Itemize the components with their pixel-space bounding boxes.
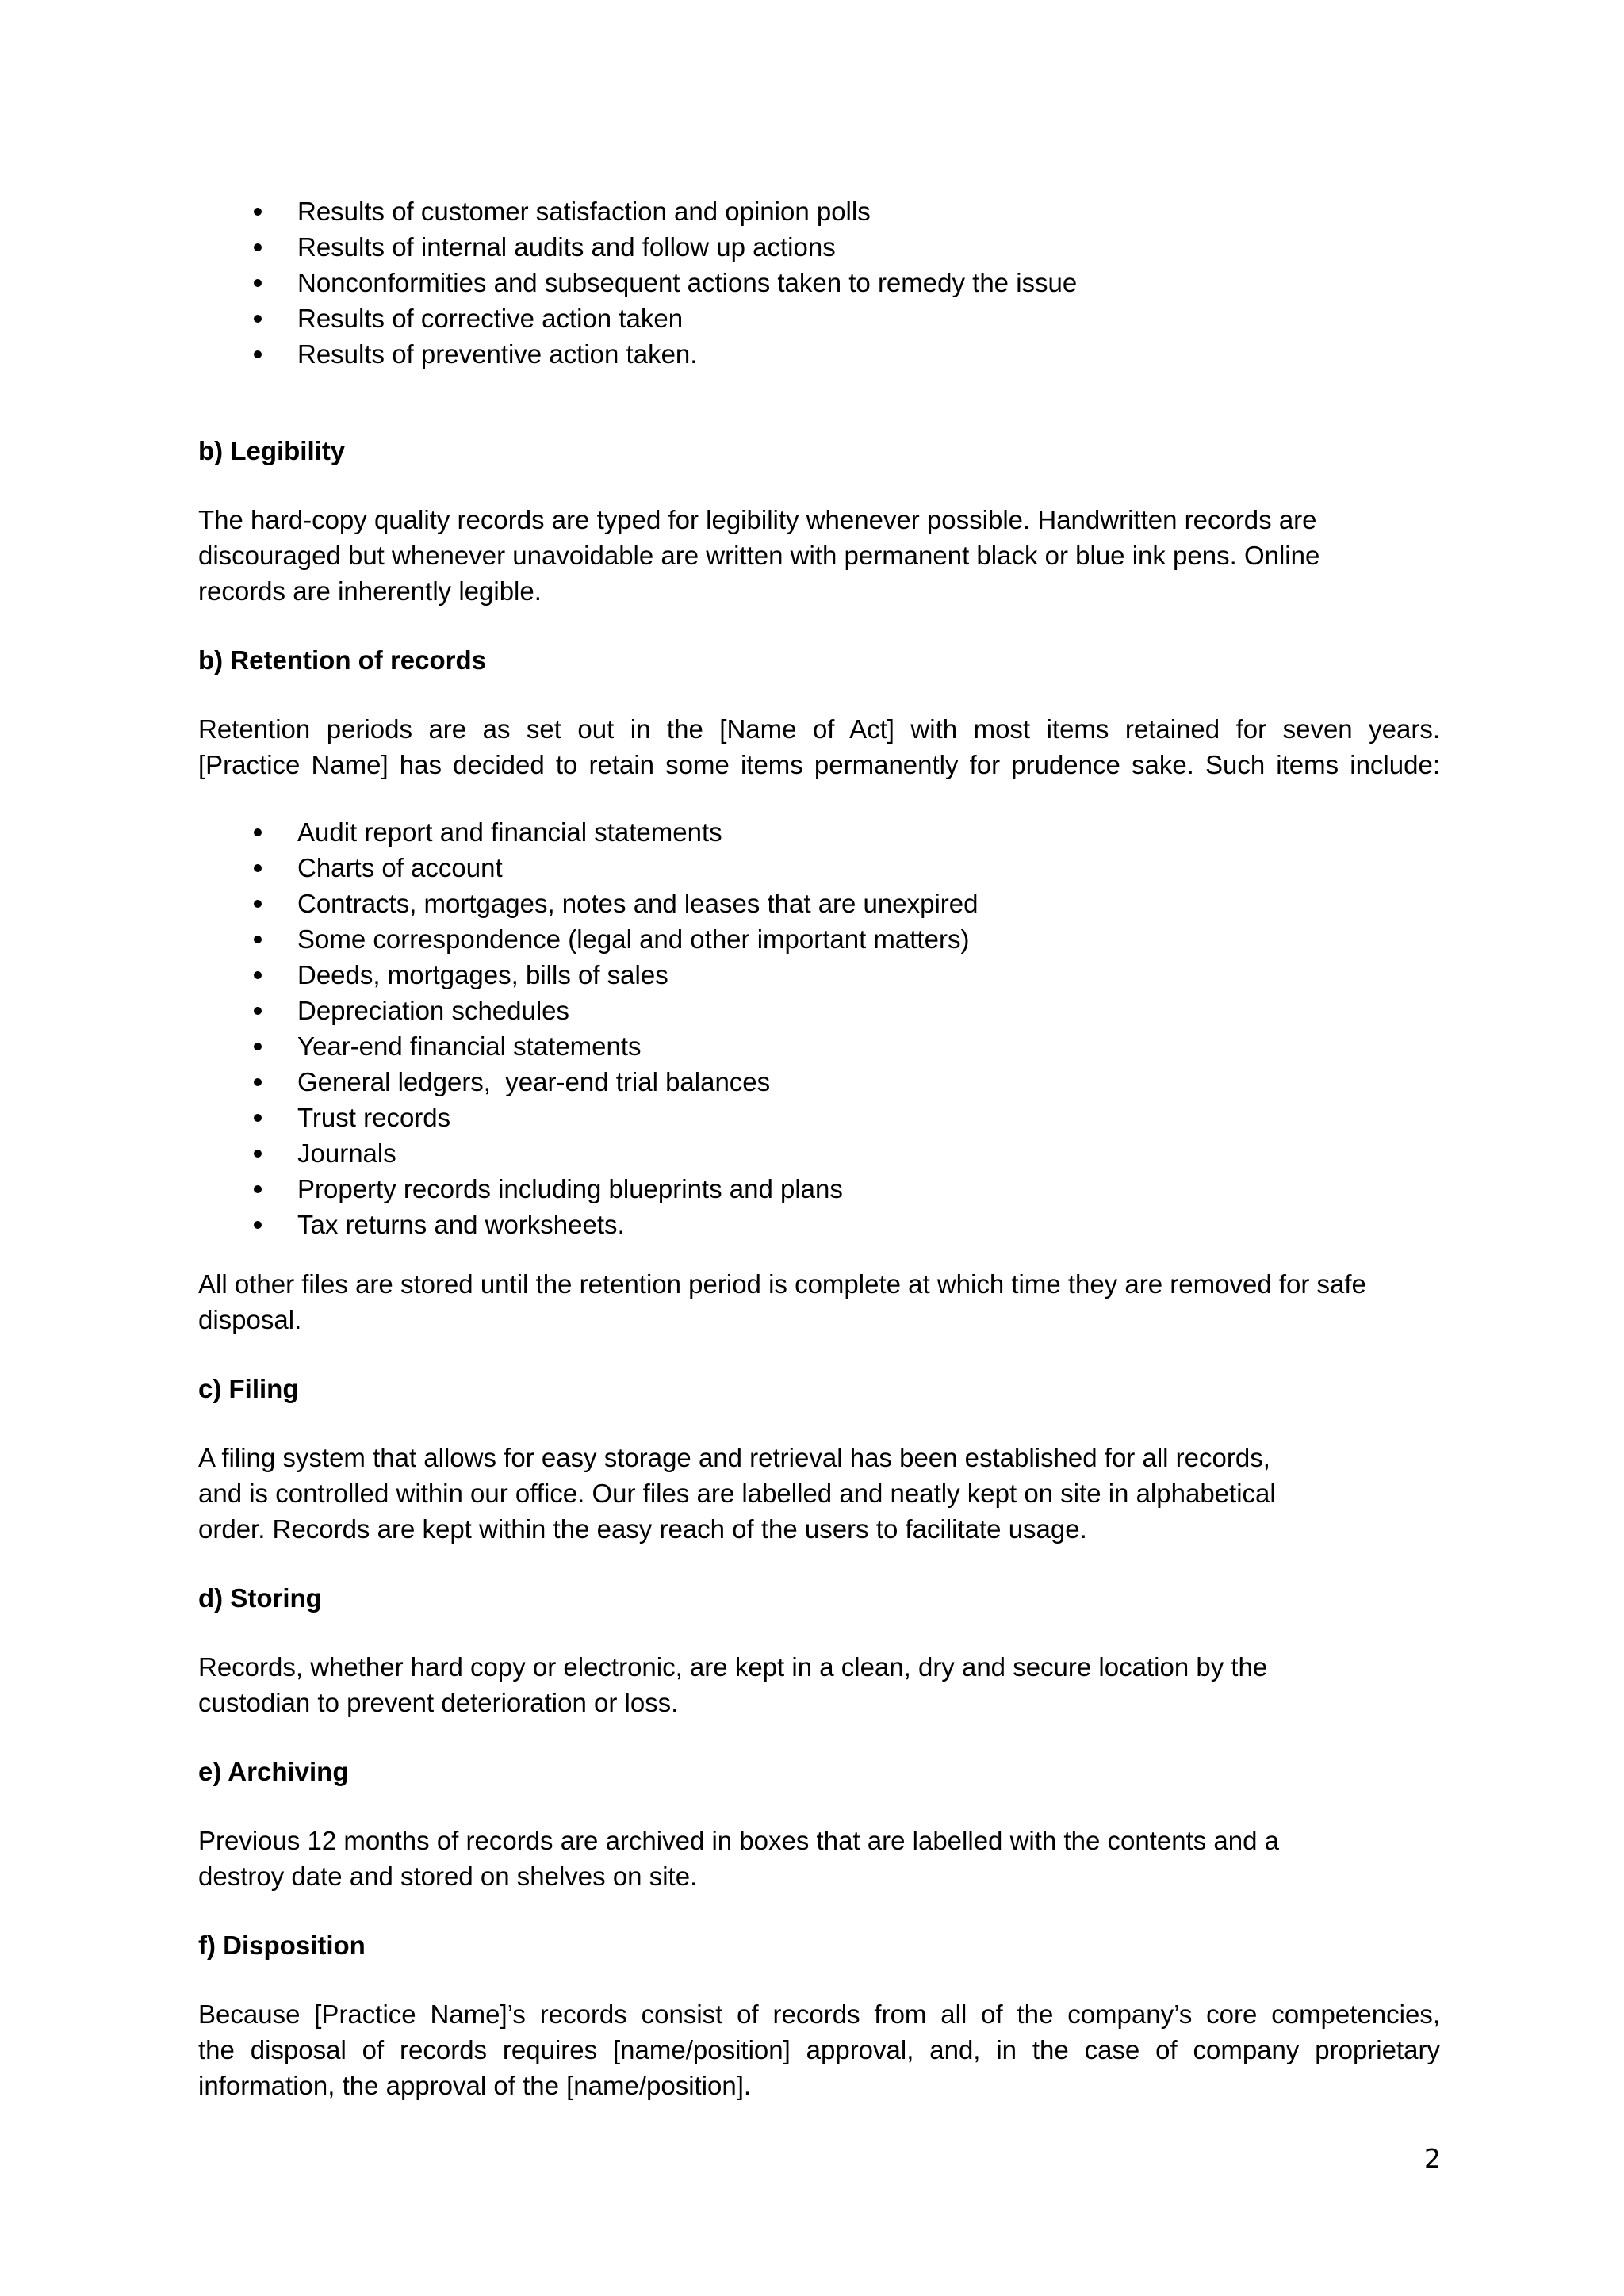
paragraph-line: [Practice Name] has decided to retain some items permanently for prudence sake. Such items include: xyxy=(198,750,1440,779)
paragraph-line: Because [Practice Name]’s records consist of records from all of the company’s core competencies, xyxy=(198,1999,1440,2029)
list-item xyxy=(198,1171,1440,1207)
list-item xyxy=(198,336,1440,372)
list-item-text: Property records including blueprints and plans xyxy=(297,1174,843,1203)
bullet-icon xyxy=(254,971,262,979)
bullet-icon xyxy=(254,828,262,836)
bullet-icon xyxy=(254,864,262,872)
retention-closing-paragraph xyxy=(198,1266,1440,1337)
list-item xyxy=(198,1135,1440,1171)
retained-items-list xyxy=(198,814,1440,1242)
section-heading-filing: c) Filing xyxy=(198,1374,299,1403)
disposition-paragraph xyxy=(198,1996,1440,2103)
list-item-text: Charts of account xyxy=(297,853,503,882)
bullet-icon xyxy=(254,1043,262,1050)
list-item-text: Deeds, mortgages, bills of sales xyxy=(297,960,668,989)
paragraph-line: order. Records are kept within the easy reach of the users to facilitate usage. xyxy=(198,1514,1087,1544)
list-item-text: Results of customer satisfaction and opinion polls xyxy=(297,197,871,226)
page-number: 2 xyxy=(1424,2143,1441,2174)
bullet-icon xyxy=(254,350,262,358)
list-item-text: Results of internal audits and follow up actions xyxy=(297,232,836,262)
bullet-icon xyxy=(254,936,262,943)
list-item xyxy=(198,886,1440,921)
paragraph-line: and is controlled within our office. Our files are labelled and neatly kept on site in alphabetical xyxy=(198,1479,1276,1508)
paragraph-line: Retention periods are as set out in the [Name of Act] with most items retained for seven years. xyxy=(198,714,1440,744)
list-item xyxy=(198,1028,1440,1064)
filing-paragraph xyxy=(198,1440,1440,1547)
bullet-icon xyxy=(254,1221,262,1229)
bullet-icon xyxy=(254,315,262,323)
bullet-icon xyxy=(254,1150,262,1158)
list-item xyxy=(198,193,1440,229)
document-page xyxy=(198,193,1440,2103)
bullet-icon xyxy=(254,243,262,251)
paragraph-line: custodian to prevent deterioration or loss. xyxy=(198,1688,679,1717)
paragraph-line: discouraged but whenever unavoidable are written with permanent black or blue ink pens. Online xyxy=(198,541,1320,570)
bullet-icon xyxy=(254,208,262,216)
list-item xyxy=(198,1064,1440,1100)
section-heading-legibility: b) Legibility xyxy=(198,436,346,465)
list-item xyxy=(198,814,1440,850)
list-item-text: Audit report and financial statements xyxy=(297,817,722,847)
list-item-text: Depreciation schedules xyxy=(297,996,570,1025)
list-item-text: Nonconformities and subsequent actions taken to remedy the issue xyxy=(297,268,1078,297)
list-item-text: Some correspondence (legal and other important matters) xyxy=(297,924,970,954)
retention-paragraph xyxy=(198,711,1440,783)
list-item xyxy=(198,1207,1440,1242)
paragraph-line: the disposal of records requires [name/position] approval, and, in the case of company proprietary xyxy=(198,2035,1440,2064)
list-item-text: General ledgers, year-end trial balances xyxy=(297,1067,771,1096)
list-item-text: Results of preventive action taken. xyxy=(297,339,698,369)
paragraph-line: destroy date and stored on shelves on site. xyxy=(198,1862,698,1891)
list-item xyxy=(198,957,1440,993)
list-item xyxy=(198,300,1440,336)
bullet-icon xyxy=(254,1185,262,1193)
storing-paragraph xyxy=(198,1649,1440,1720)
paragraph-line: The hard-copy quality records are typed for legibility whenever possible. Handwritten records are xyxy=(198,505,1317,534)
list-item xyxy=(198,1100,1440,1135)
section-heading-disposition: f) Disposition xyxy=(198,1931,366,1960)
list-item xyxy=(198,921,1440,957)
legibility-paragraph xyxy=(198,502,1440,609)
bullet-icon xyxy=(254,900,262,908)
list-item xyxy=(198,993,1440,1028)
list-item-text: Contracts, mortgages, notes and leases that are unexpired xyxy=(297,889,979,918)
section-heading-archiving: e) Archiving xyxy=(198,1757,349,1786)
list-item-text: Trust records xyxy=(297,1103,451,1132)
section-heading-storing: d) Storing xyxy=(198,1583,322,1613)
list-item-text: Results of corrective action taken xyxy=(297,304,684,333)
list-item xyxy=(198,850,1440,886)
paragraph-line: disposal. xyxy=(198,1305,302,1334)
paragraph-line: Records, whether hard copy or electronic, are kept in a clean, dry and secure location by the xyxy=(198,1652,1268,1682)
bullet-icon xyxy=(254,1078,262,1086)
section-heading-retention: b) Retention of records xyxy=(198,645,487,675)
list-item-text: Journals xyxy=(297,1138,396,1168)
archiving-paragraph xyxy=(198,1823,1440,1894)
list-item-text: Year-end financial statements xyxy=(297,1031,642,1061)
paragraph-line: records are inherently legible. xyxy=(198,576,542,606)
results-list xyxy=(198,193,1440,372)
bullet-icon xyxy=(254,1007,262,1015)
paragraph-line: All other files are stored until the retention period is complete at which time they are removed for safe xyxy=(198,1269,1366,1299)
paragraph-line: A filing system that allows for easy storage and retrieval has been established for all records, xyxy=(198,1443,1270,1472)
list-item xyxy=(198,229,1440,265)
list-item xyxy=(198,265,1440,300)
paragraph-line: information, the approval of the [name/position]. xyxy=(198,2071,752,2100)
list-item-text: Tax returns and worksheets. xyxy=(297,1210,625,1239)
paragraph-line: Previous 12 months of records are archived in boxes that are labelled with the contents and a xyxy=(198,1826,1279,1855)
bullet-icon xyxy=(254,1114,262,1122)
bullet-icon xyxy=(254,279,262,287)
